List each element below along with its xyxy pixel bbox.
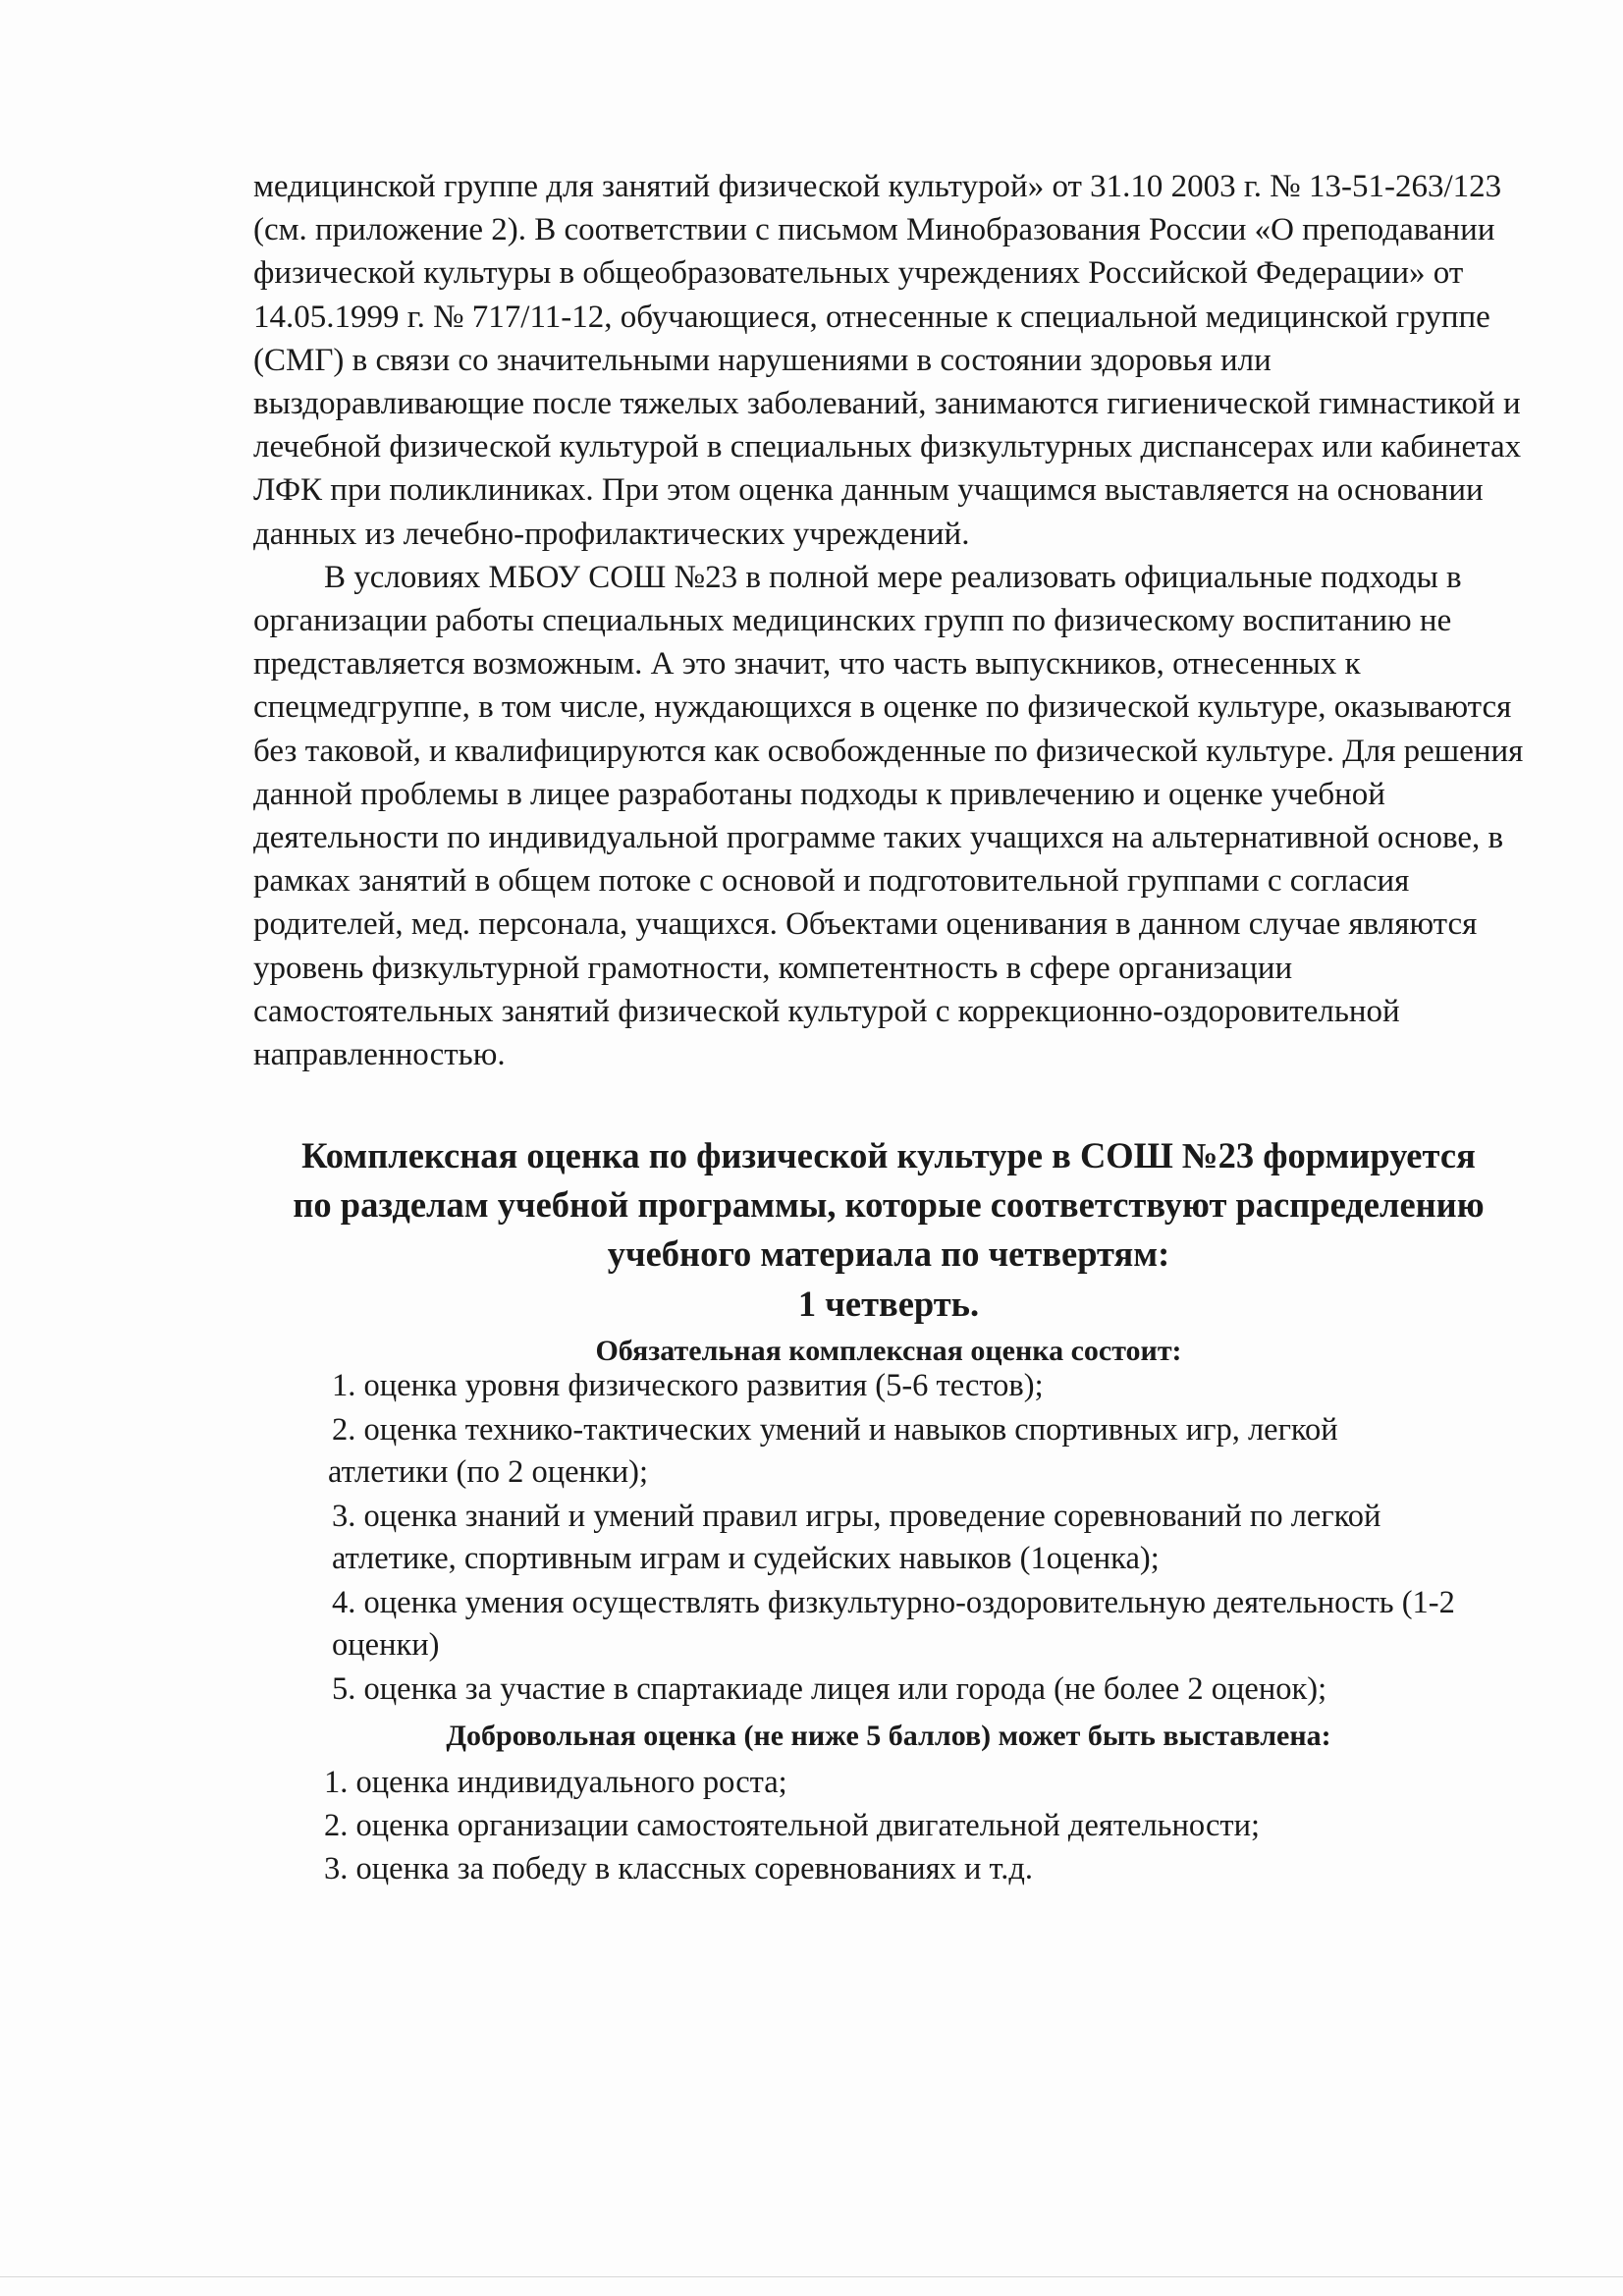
- list-item-text: 4. оценка умения осуществлять физкультурно-оздоровительную деятельность (1-2: [332, 1585, 1455, 1620]
- list-item: 3. оценка за победу в классных соревнованиях и т.д.: [324, 1851, 1034, 1886]
- mandatory-heading: Обязательная комплексная оценка состоит:: [595, 1335, 1182, 1367]
- list-item-continuation: атлетике, спортивным играм и судейских навыков (1оценка);: [332, 1541, 1160, 1576]
- list-item: [332, 1496, 1530, 1580]
- list-item: [332, 1365, 1530, 1407]
- paragraph: медицинской группе для занятий физической культурой» от 31.10 2003 г. № 13-51-263/123 (см. приложение 2). В соответствии с письмом Минобразования России «О преподавании физической культуры в общеобразовательных учреждениях Российской Федерации» от 14.05.1999 г. № 717/11-12, обучающиеся, отнесенные к специальной медицинской группе (СМГ) в связи со значительными нарушениями в состоянии здоровья или выздоравливающие после тяжелых заболеваний, занимаются гигиенической гимнастикой и лечебной физической культурой в специальных физкультурных диспансерах или кабинетах ЛФК при поликлиниках. При этом оценка данным учащимся выставляется на основании данных из лечебно-профилактических учреждений.: [253, 169, 1522, 552]
- list-item: [332, 1668, 1530, 1711]
- list-item-continuation: оценки): [332, 1627, 440, 1663]
- heading-line: по разделам учебной программы, которые соответствуют распределению: [293, 1184, 1485, 1225]
- list-item-text: 2. оценка технико-тактических умений и навыков спортивных игр, легкой: [332, 1412, 1338, 1448]
- list-item: 2. оценка организации самостоятельной двигательной деятельности;: [324, 1808, 1260, 1843]
- list-item-continuation: атлетики (по 2 оценки);: [328, 1454, 648, 1490]
- heading-line: учебного материала по четвертям:: [607, 1233, 1170, 1274]
- list-item: 1. оценка индивидуального роста;: [324, 1765, 787, 1800]
- paragraph: В условиях МБОУ СОШ №23 в полной мере реализовать официальные подходы в организации работы специальных медицинских групп по физическому воспитанию не представляется возможным. А это значит, что часть выпускников, отнесенных к спецмедгруппе, в том числе, нуждающихся в оценке по физической культуре, оказываются без таковой, и квалифицируются как освобожденные по физической культуре. Для решения данной проблемы в лицее разработаны подходы к привлечению и оценке учебной деятельности по индивидуальной программе таких учащихся на альтернативной основе, в рамках занятий в общем потоке с основой и подготовительной группами с согласия родителей, мед. персонала, учащихся. Объектами оценивания в данном случае являются уровень физкультурной грамотности, компетентность в сфере организации самостоятельных занятий физической культурой с коррекционно-оздоровительной направленностью.: [253, 559, 1524, 1073]
- list-item: [328, 1409, 1530, 1494]
- mandatory-list: [328, 1365, 1530, 1713]
- voluntary-list: [324, 1761, 1522, 1890]
- list-item-text: 1. оценка уровня физического развития (5-6 тестов);: [332, 1368, 1044, 1403]
- list-item: [332, 1582, 1530, 1667]
- list-item-text: 3. оценка знаний и умений правил игры, проведение соревнований по легкой: [332, 1499, 1381, 1534]
- body-text: [253, 165, 1530, 1076]
- voluntary-heading: Добровольная оценка (не ниже 5 баллов) может быть выставлена:: [446, 1720, 1331, 1752]
- quarter-heading: 1 четверть.: [797, 1284, 980, 1324]
- heading-line: Комплексная оценка по физической культуре в СОШ №23 формируется: [301, 1135, 1476, 1175]
- scan-edge-divider: [0, 2276, 1623, 2277]
- section-heading: [226, 1131, 1551, 1373]
- list-item-text: 5. оценка за участие в спартакиаде лицея или города (не более 2 оценок);: [332, 1671, 1327, 1707]
